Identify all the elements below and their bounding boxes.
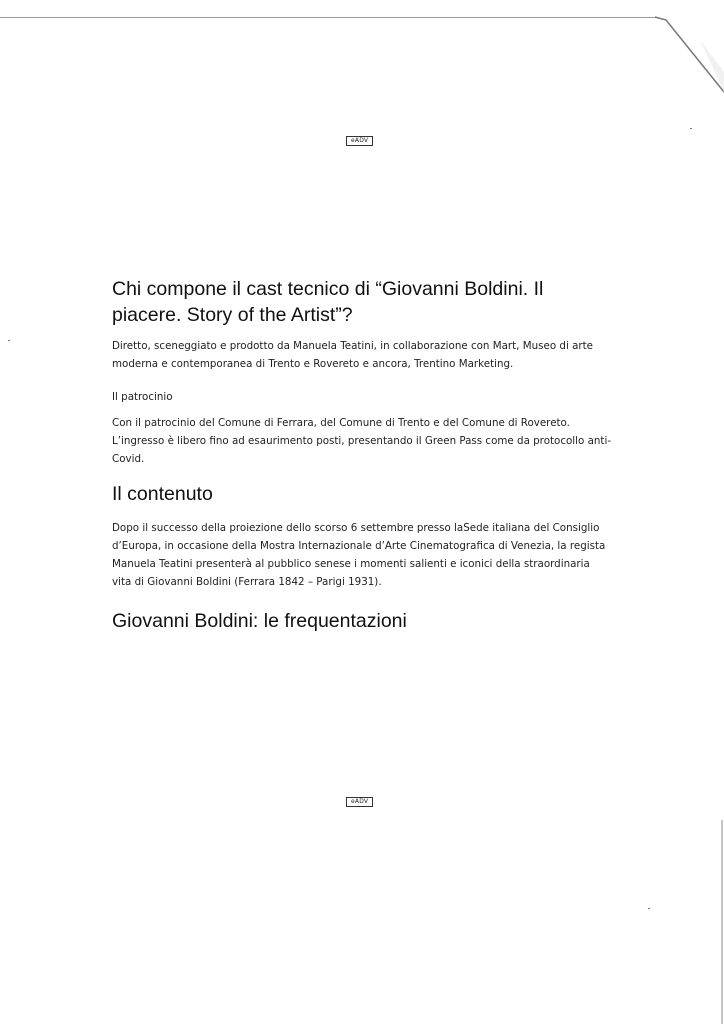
patronage-heading: Il patrocinio: [112, 391, 173, 403]
patronage-paragraph-block: [112, 414, 612, 468]
advertisement-label-top[interactable]: eADV: [346, 136, 373, 146]
scan-speck: [648, 908, 650, 909]
content-paragraph-block: [112, 519, 612, 591]
advertisement-label-bottom[interactable]: eADV: [346, 797, 373, 807]
content-paragraph: Dopo il successo della proiezione dello scorso 6 settembre presso laSede italiana del Consiglio d’Europa, in occasione della Mostra Internazionale d’Arte Cinematografica di Venezia, la regista Manuela Teatini presenterà al pubblico senese i momenti salienti e iconici della straordinaria vita di Giovanni Boldini (Ferrara 1842 – Parigi 1931).: [112, 522, 606, 588]
content-heading-block: [112, 481, 612, 507]
patronage-heading-block: [112, 390, 612, 404]
frequentations-heading-block: [112, 608, 612, 634]
patronage-paragraph: Con il patrocinio del Comune di Ferrara, del Comune di Trento e del Comune di Rovereto. L’ingresso è libero fino ad esaurimento posti, presentando il Green Pass come da protocollo anti-Covid.: [112, 417, 612, 465]
cast-heading: Chi compone il cast tecnico di “Giovanni Boldini. Il piacere. Story of the Artist”?: [112, 278, 544, 326]
scan-speck: [690, 128, 692, 129]
content-heading: Il contenuto: [112, 483, 213, 505]
cast-paragraph-block: [112, 337, 612, 373]
cast-section: [112, 276, 612, 328]
cast-paragraph: Diretto, sceneggiato e prodotto da Manuela Teatini, in collaborazione con Mart, Museo di arte moderna e contemporanea di Trento e Rovereto e ancora, Trentino Marketing.: [112, 340, 593, 370]
scan-speck: [8, 340, 10, 341]
frequentations-heading: Giovanni Boldini: le frequentazioni: [112, 610, 407, 632]
